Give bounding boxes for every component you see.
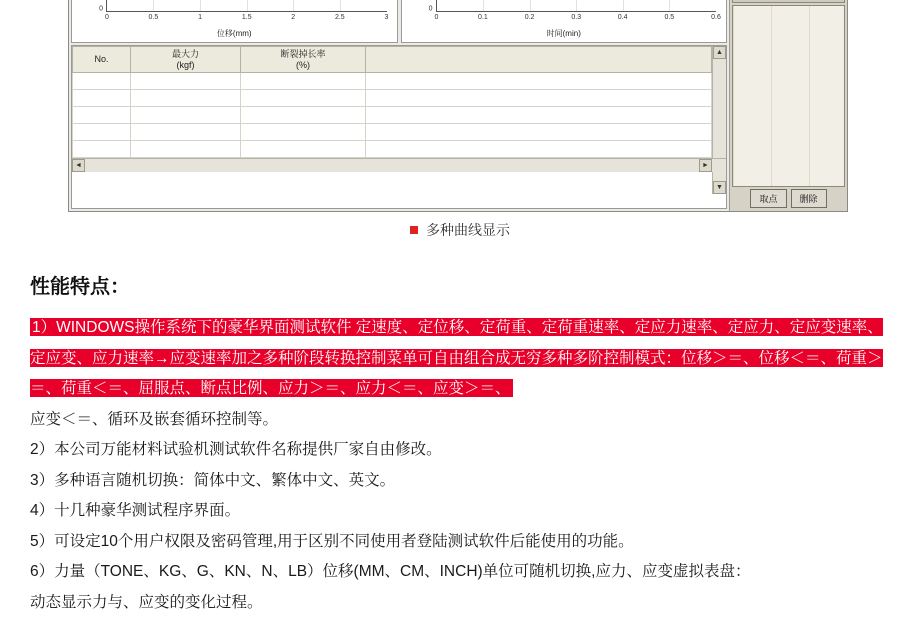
x-tick: 0.3: [571, 14, 582, 21]
results-table[interactable]: [71, 45, 727, 209]
x-tick: 0.6: [711, 14, 721, 21]
charts-column: [69, 0, 729, 211]
header-unit: (kgf): [176, 59, 195, 70]
capture-buttons: [732, 189, 845, 209]
software-screenshot: [0, 0, 920, 212]
header-unit: (%): [296, 59, 310, 70]
x-tick: 0.4: [617, 14, 628, 21]
table-row[interactable]: [73, 124, 712, 141]
figure-caption: [0, 212, 920, 240]
scroll-down-icon[interactable]: ▼: [713, 181, 726, 194]
delete-point-button[interactable]: 删除: [791, 189, 827, 208]
x-axis-label: 时间(min): [546, 29, 581, 38]
header-label: No.: [94, 54, 109, 65]
column-header-no[interactable]: [73, 47, 131, 73]
plot-area-2: [428, 0, 721, 21]
section-title: 性能特点：: [30, 276, 130, 298]
x-tick: 1: [198, 14, 203, 21]
x-tick: 3: [384, 14, 389, 21]
charts-row: [71, 0, 727, 43]
highlighted-feature-text: 1）WINDOWS操作系统下的豪华界面测试软件 定速度、定位移、定荷重、定荷重速率、定应力速率、定应力、定应变速率、定应变、应力速率→应变速率加之多种阶段转换控制菜单可自由组合成无穷多种多阶控制模式：位移＞＝、位移＜＝、荷重＞＝、荷重＜＝、屈服点、断点比例、应力＞＝、应力＜＝、应变＞＝、: [30, 319, 883, 398]
table-row[interactable]: [73, 90, 712, 107]
x-tick: 0.5: [148, 14, 159, 21]
scroll-right-icon[interactable]: ►: [699, 159, 712, 172]
capture-grid[interactable]: [732, 5, 845, 187]
table-row[interactable]: [73, 73, 712, 90]
x-axis-label: 位移(mm): [216, 29, 252, 38]
caption-text: 多种曲线显示: [426, 222, 510, 238]
x-tick: 2: [291, 14, 296, 21]
y-tick: 0: [428, 5, 433, 13]
feature-item-2: 2）本公司万能材料试验机测试软件名称提供厂家自由修改。: [30, 441, 442, 459]
feature-item-4: 4）十几种豪华测试程序界面。: [30, 502, 241, 520]
capture-point-button[interactable]: 取点: [750, 189, 786, 208]
window-body: [69, 0, 847, 211]
scroll-left-icon[interactable]: ◄: [72, 159, 85, 172]
x-tick: 0: [434, 14, 439, 21]
table-row[interactable]: [73, 141, 712, 158]
header-label: 断裂掉长率: [280, 49, 326, 60]
x-tick: 2.5: [334, 14, 345, 21]
table-row[interactable]: [73, 107, 712, 124]
x-tick: 1.5: [241, 14, 252, 21]
square-bullet-icon: [410, 226, 418, 234]
plot-area-1: [99, 0, 389, 21]
x-tick: 0.2: [524, 14, 535, 21]
control-panel: [729, 0, 847, 211]
article-content: [0, 270, 920, 618]
feature-item-6: 6）力量（TONE、KG、G、KN、N、LB）位移(MM、CM、INCH)单位可随机切换,应力、应变虚拟表盘：: [30, 563, 751, 581]
column-header-max-force[interactable]: [131, 47, 241, 73]
scroll-up-icon[interactable]: ▲: [713, 46, 726, 59]
column-header-blank: [366, 47, 712, 73]
table-horizontal-scrollbar[interactable]: [72, 158, 726, 172]
feature-item-5: 5）可设定10个用户权限及密码管理,用于区别不同使用者登陆测试软件后能使用的功能。: [30, 532, 634, 550]
table-header-row: [73, 47, 712, 73]
y-tick: 0: [99, 5, 103, 13]
x-tick: 0.1: [478, 14, 488, 21]
force-time-chart[interactable]: [401, 0, 728, 43]
capture-grid-header: [732, 0, 845, 3]
highlighted-feature-block: [30, 313, 890, 405]
x-tick: 0: [105, 14, 109, 21]
test-software-window: [68, 0, 848, 212]
force-displacement-chart[interactable]: [71, 0, 398, 43]
feature-item-6-cont: 动态显示力与、应变的变化过程。: [30, 593, 263, 611]
column-header-elongation[interactable]: [241, 47, 366, 73]
x-tick: 0.5: [664, 14, 675, 21]
highlight-tail-text: 应变＜＝、循环及嵌套循环控制等。: [30, 410, 279, 428]
results-grid: [72, 46, 712, 158]
feature-item-3: 3）多种语言随机切换：简体中文、繁体中文、英文。: [30, 471, 396, 489]
header-label: 最大力: [171, 49, 199, 60]
